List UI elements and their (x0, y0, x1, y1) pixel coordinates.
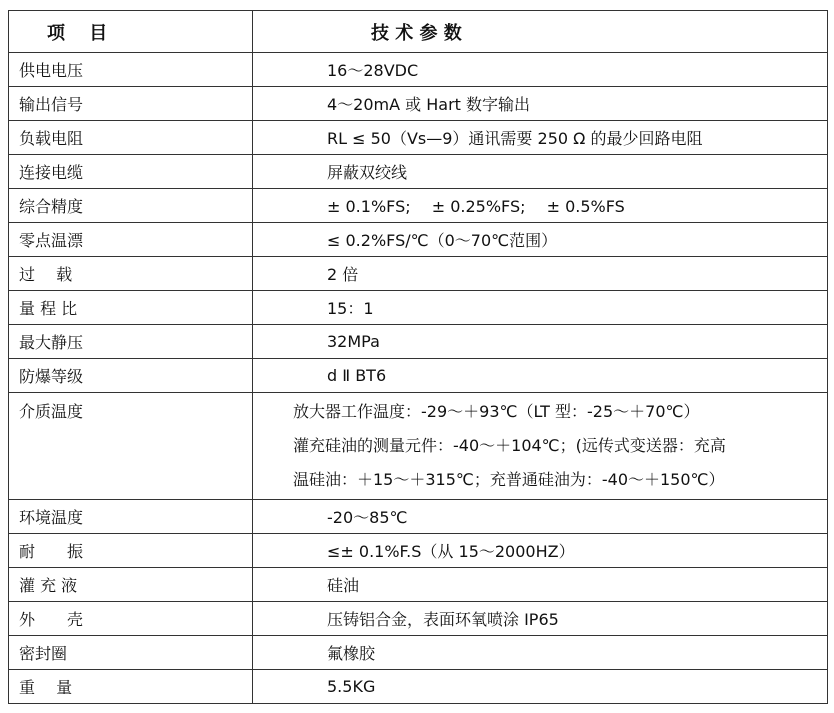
row-label: 重 量 (9, 670, 253, 704)
table-row (9, 291, 828, 325)
table-header-row (9, 11, 828, 53)
row-label: 密封圈 (9, 636, 253, 670)
row-label: 介质温度 (9, 393, 253, 500)
table-row (9, 670, 828, 704)
table-row (9, 87, 828, 121)
row-value: 压铸铝合金，表面环氧喷涂 IP65 (253, 602, 828, 636)
row-value: 15：1 (253, 291, 828, 325)
row-value: d Ⅱ BT6 (253, 359, 828, 393)
table-row (9, 325, 828, 359)
row-label: 防爆等级 (9, 359, 253, 393)
row-value: 5.5KG (253, 670, 828, 704)
value-line: 放大器工作温度：-29～＋93℃（LT 型：-25～＋70℃） (293, 402, 700, 421)
row-value: ≤ 0.2%FS/℃（0～70℃范围） (253, 223, 828, 257)
row-value: ≤± 0.1%F.S（从 15～2000HZ） (253, 534, 828, 568)
row-label: 连接电缆 (9, 155, 253, 189)
row-value: 32MPa (253, 325, 828, 359)
table-row (9, 359, 828, 393)
table-row (9, 393, 828, 500)
header-item: 项 目 (9, 11, 253, 53)
row-value: -20～85℃ (253, 500, 828, 534)
row-label: 负载电阻 (9, 121, 253, 155)
row-label: 供电电压 (9, 53, 253, 87)
row-value: 硅油 (253, 568, 828, 602)
row-value: 氟橡胶 (253, 636, 828, 670)
row-label: 灌 充 液 (9, 568, 253, 602)
header-params: 技 术 参 数 (253, 11, 828, 53)
row-label: 耐 振 (9, 534, 253, 568)
row-label: 外 壳 (9, 602, 253, 636)
table-row (9, 500, 828, 534)
table-row (9, 155, 828, 189)
table-row (9, 121, 828, 155)
row-label: 输出信号 (9, 87, 253, 121)
row-label: 过 载 (9, 257, 253, 291)
row-value: RL ≤ 50（Vs—9）通讯需要 250 Ω 的最少回路电阻 (253, 121, 828, 155)
row-value: ± 0.1%FS; ± 0.25%FS; ± 0.5%FS (253, 189, 828, 223)
table-row (9, 189, 828, 223)
value-line: 灌充硅油的测量元件：-40～＋104℃；(远传式变送器：充高 (293, 436, 726, 455)
row-label: 零点温漂 (9, 223, 253, 257)
table-row (9, 636, 828, 670)
row-label: 环境温度 (9, 500, 253, 534)
value-line: 温硅油：＋15～＋315℃；充普通硅油为：-40～＋150℃） (293, 470, 725, 489)
row-value: 4～20mA 或 Hart 数字输出 (253, 87, 828, 121)
row-value: 屏蔽双绞线 (253, 155, 828, 189)
table-row (9, 53, 828, 87)
row-label: 量 程 比 (9, 291, 253, 325)
table-row (9, 568, 828, 602)
row-label: 综合精度 (9, 189, 253, 223)
table-row (9, 257, 828, 291)
row-value: 16～28VDC (253, 53, 828, 87)
table-row (9, 534, 828, 568)
table-row (9, 223, 828, 257)
table-row (9, 602, 828, 636)
row-value-multiline (253, 393, 828, 500)
spec-table (8, 10, 828, 704)
row-value: 2 倍 (253, 257, 828, 291)
row-label: 最大静压 (9, 325, 253, 359)
